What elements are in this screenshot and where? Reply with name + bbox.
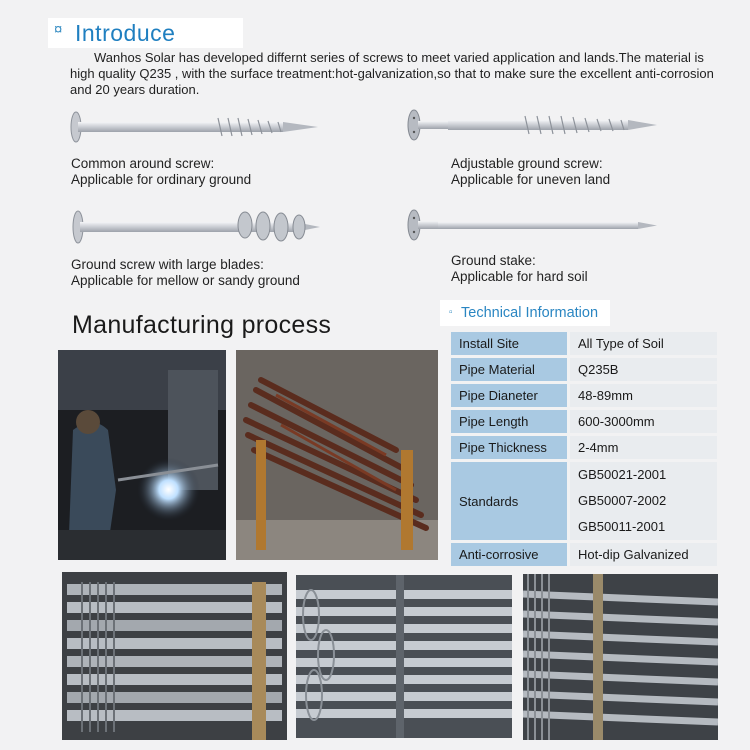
galvanized-screws-photo-3 [523,574,718,740]
tech-key: Pipe Thickness [451,436,570,459]
bracket-square-icon: ¤ [54,21,63,38]
common-screw-title: Common around screw: [71,156,215,171]
ground-stake-caption [451,253,588,285]
table-row [451,410,717,433]
galvanized-screws-photo-2 [296,575,512,738]
standard-item: GB50011-2001 [578,519,666,534]
table-row [451,462,717,540]
tech-key: Standards [451,462,570,540]
tech-table [451,329,717,569]
common-screw-image [68,110,323,145]
welding-photo [58,350,226,560]
raw-screws-photo [236,350,438,560]
blade-screw-desc: Applicable for mellow or sandy ground [71,273,300,288]
tech-key: Pipe Length [451,410,570,433]
adjustable-screw-caption [451,156,610,188]
table-row [451,436,717,459]
ground-stake-title: Ground stake: [451,253,536,268]
blade-screw-title: Ground screw with large blades: [71,257,264,272]
intro-paragraph-text: Wanhos Solar has developed differnt series of screws to meet varied application and lands.The material is high quality Q235 , with the surface treatment:hot-galvanization,so that to make sure the excellent anti-corrosion and 20 years duration. [70,50,714,97]
table-row [451,332,717,355]
tech-value: Hot-dip Galvanized [570,543,717,566]
tech-key: Anti-corrosive [451,543,570,566]
tech-value: 48-89mm [570,384,717,407]
tech-title: Technical Information [461,305,599,321]
adjustable-screw-image [405,108,660,143]
adjustable-screw-title: Adjustable ground screw: [451,156,603,171]
square-bullet-icon: ▫ [449,307,453,318]
common-screw-caption [71,156,251,188]
standard-item: GB50007-2002 [578,493,667,508]
blade-screw-image [70,205,325,250]
blade-screw-caption [71,257,300,289]
ground-stake-desc: Applicable for hard soil [451,269,588,284]
tech-key: Pipe Material [451,358,570,381]
table-row [451,543,717,566]
intro-title: Introduce [75,20,176,46]
galvanized-screws-photo-1 [62,572,287,740]
standard-item: GB50021-2001 [578,467,667,482]
ground-stake-image [405,208,660,243]
tech-value-standards [570,462,717,540]
common-screw-desc: Applicable for ordinary ground [71,172,252,187]
tech-key: Install Site [451,332,570,355]
tech-value: 600-3000mm [570,410,717,433]
adjustable-screw-desc: Applicable for uneven land [451,172,611,187]
tech-value: All Type of Soil [570,332,717,355]
tech-key: Pipe Dianeter [451,384,570,407]
tech-value: 2-4mm [570,436,717,459]
intro-paragraph [70,50,722,98]
table-row [451,384,717,407]
tech-value: Q235B [570,358,717,381]
table-row [451,358,717,381]
manufacturing-title: Manufacturing process [72,311,332,339]
